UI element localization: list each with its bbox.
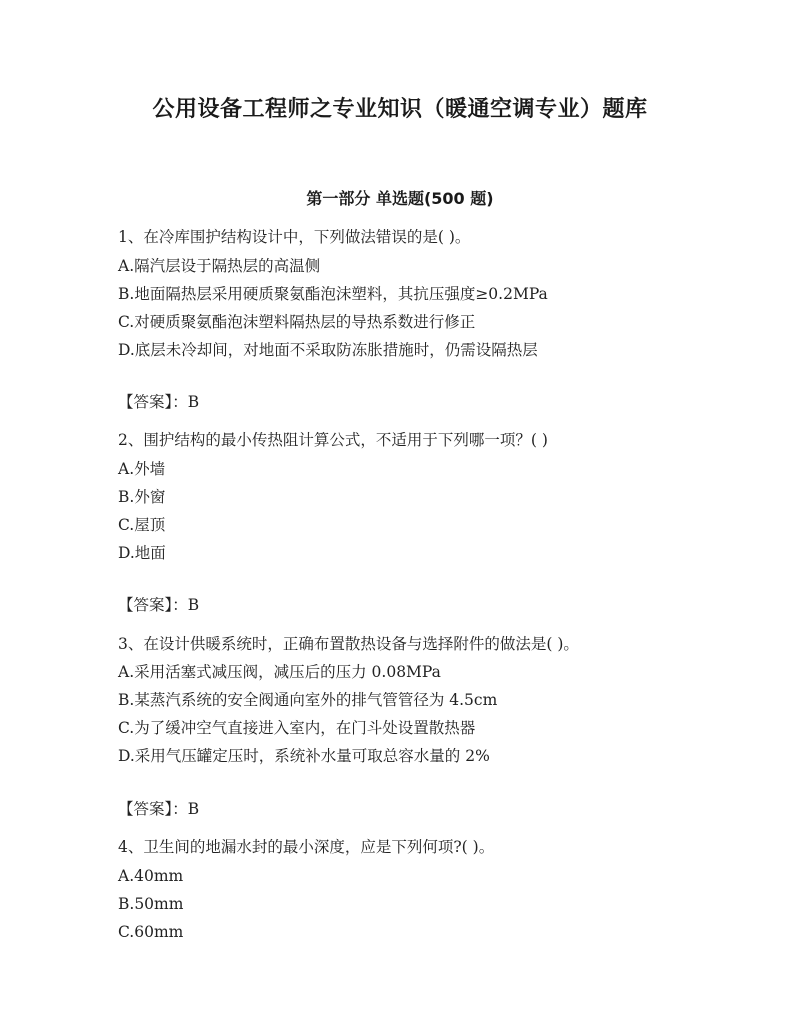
option-c: C.60mm: [118, 923, 184, 941]
option-c: C.对硬质聚氨酯泡沫塑料隔热层的导热系数进行修正: [118, 313, 476, 331]
document-title: 公用设备工程师之专业知识（暖通空调专业）题库: [152, 97, 648, 122]
option-a: A.采用活塞式减压阀，减压后的压力 0.08MPa: [118, 663, 441, 681]
option-a: A.40mm: [118, 867, 184, 885]
option-a: A.外墙: [118, 460, 166, 478]
option-b: B.某蒸汽系统的安全阀通向室外的排气管管径为 4.5cm: [118, 691, 498, 709]
option-c: C.屋顶: [118, 516, 166, 534]
answer-label: 【答案】：B: [118, 800, 200, 818]
question-stem: 2、围护结构的最小传热阻计算公式，不适用于下列哪一项？( ): [118, 431, 548, 449]
option-c: C.为了缓冲空气直接进入室内，在门斗处设置散热器: [118, 719, 476, 737]
question-stem: 1、在冷库围护结构设计中，下列做法错误的是( )。: [118, 228, 471, 246]
question-stem: 3、在设计供暖系统时，正确布置散热设备与选择附件的做法是( )。: [118, 635, 579, 653]
option-a: A.隔汽层设于隔热层的高温侧: [118, 257, 321, 275]
answer-label: 【答案】：B: [118, 393, 200, 411]
option-b: B.50mm: [118, 895, 184, 913]
option-d: D.底层未冷却间，对地面不采取防冻胀措施时，仍需设隔热层: [118, 341, 538, 359]
section-heading: 第一部分 单选题(500 题): [306, 189, 494, 208]
option-b: B.地面隔热层采用硬质聚氨酯泡沫塑料，其抗压强度≥0.2MPa: [118, 285, 548, 303]
option-b: B.外窗: [118, 488, 166, 506]
option-d: D.采用气压罐定压时，系统补水量可取总容水量的 2%: [118, 747, 490, 765]
question-stem: 4、卫生间的地漏水封的最小深度，应是下列何项?( )。: [118, 838, 495, 856]
option-d: D.地面: [118, 544, 166, 562]
answer-label: 【答案】：B: [118, 596, 200, 614]
